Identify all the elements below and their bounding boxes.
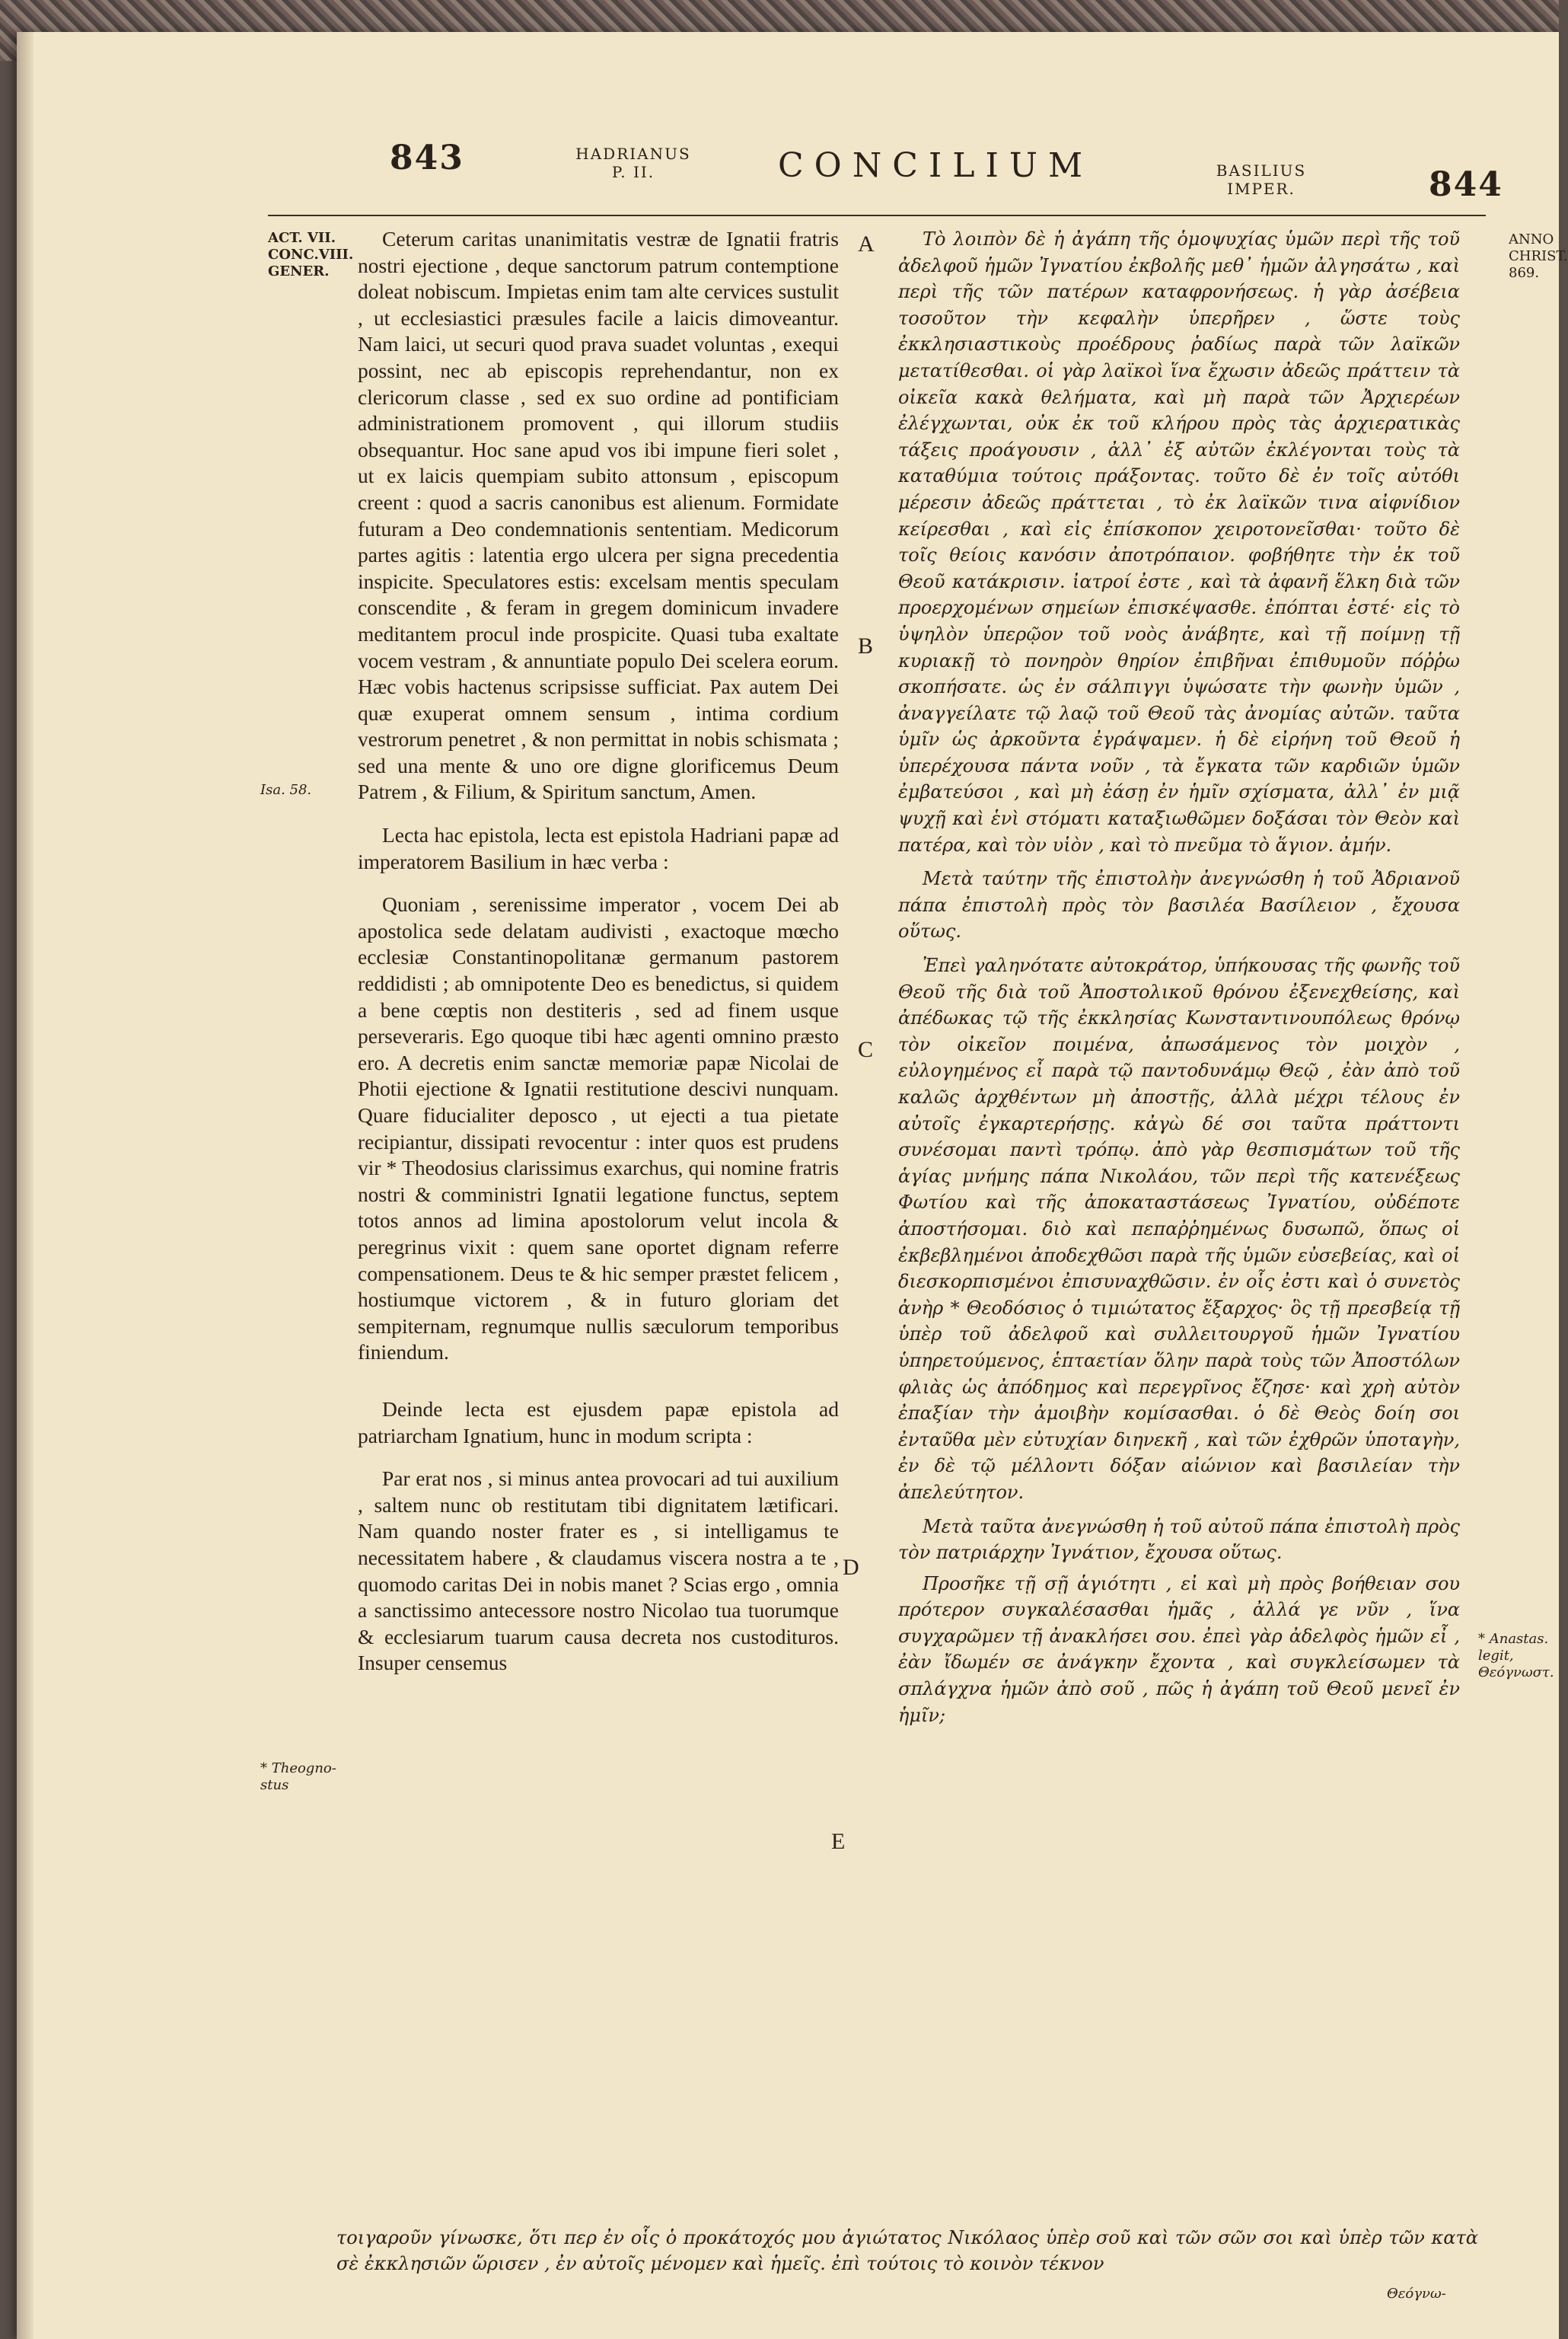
right-running-head: BASILIUS IMPER. <box>1216 161 1307 198</box>
isa-note: Isa. 58. <box>260 782 312 798</box>
section-letter-b: B <box>858 633 874 659</box>
anastasius-note: * Anastas. legit, Θεόγνωστ. <box>1478 1631 1554 1680</box>
greek-paragraph: Τὸ λοιπὸν δὲ ἡ ἀγάπη τῆς ὁμοψυχίας ὑμῶν περὶ τῆς τοῦ ἀδελφοῦ ἡμῶν Ἰγνατίου ἐκβολῆς μεθ᾽ ἡμῶν ἀλγησάτω , καὶ περὶ τῆς τῶν πατέρων καταφρονήσεως. ἡ γὰρ ἀσέβεια τοσοῦτον τὴν κεφαλὴν ὑπερῆρεν , ὥστε τοὺς ἐκκλησιαστικοὺς προέδρους ῥαδίως παρὰ τῶν λαϊκῶν μετατίθεσθαι. οἱ γὰρ λαϊκοὶ ἵνα ἔχωσιν ἀδεῶς πράττειν τὰ οἰκεῖα κακὰ θελήματα, καὶ μὴ παρὰ τῶν Ἀρχιερέων ἐλέγχωνται, οὐκ ἐκ τοῦ κλήρου πρὸς τὰς ἀρχιερατικὰς τάξεις προάγουσιν , ἀλλ᾽ ἐξ αὐτῶν ἐκλέγονται τοὺς τὰ καταθύμια τούτοις πράξοντας. τοῦτο δὲ ἐν τοῖς αὐτόθι μέρεσιν ἀδεῶς πράττεται , τὸ ἐκ λαϊκῶν τινα αἰφνίδιον κείρεσθαι , καὶ εἰς ἐπίσκοπον χειροτονεῖσθαι· τοῦτο δὲ τοῖς θείοις κανόσιν ἀποτρόπαιον. φοβήθητε τὴν ἐκ τοῦ Θεοῦ κατάκρισιν. ἰατροί ἐστε , καὶ τὰ ἀφανῆ ἕλκη διὰ τῶν προερχομένων σημείων ἐπισκέψασθε. ἐπόπται ἐστέ· εἰς τὸ ὑψηλὸν ὑπερῷον τοῦ νοὸς ἀνάβητε, καὶ τῇ ποίμνῃ τῇ κυριακῇ τὸ πονηρὸν θηρίον ἐπιβῆναι ἐπιθυμοῦν πόῤῥω σκοπήσατε. ὡς ἐν σάλπιγγι ὑψώσατε τὴν φωνὴν ὑμῶν , ἀναγγείλατε τῷ λαῷ τοῦ Θεοῦ τὰς ἀνομίας αὐτῶν. ταῦτα ὑμῖν ὡς ἀρκοῦντα ἐγράψαμεν. ἡ δὲ εἰρήνη τοῦ Θεοῦ ἡ ὑπερέχουσα πάντα νοῦν , τὰ ἔγκατα τῶν καρδιῶν ὑμῶν ἐμβατεύσοι , καὶ μὴ ἐάσῃ ἐν ἡμῖν σχίσματα, ἀλλ᾽ ἐν μιᾷ ψυχῇ καὶ ἑνὶ στόματι καταξιωθῶμεν δοξάσαι τὸν Θεὸν καὶ πατέρα, καὶ τὸν υἱὸν , καὶ τὸ πνεῦμα τὸ ἅγιον. ἀμήν. <box>898 228 1460 856</box>
latin-paragraph: Par erat nos , si minus antea provocari ad tui auxilium , saltem nunc ob restitutam tibi dignitatem lætificari. Nam quando noster frater es , si intelligamus te necessitatem habere , & claudamus viscera nostra a te , quomodo caritas Dei in nobis manet ? Scias ergo , omnia a sanctissimo antecessore nostro Nicolao tua tuorumque & ecclesiarum tuarum causa decreta nos custodituros. Insuper censemus <box>358 1466 839 1675</box>
greek-paragraph: Ἐπεὶ γαληνότατε αὐτοκράτορ, ὑπήκουσας τῆς φωνῆς τοῦ Θεοῦ τῆς διὰ τοῦ Ἀποστολικοῦ θρόνου ἐξενεχθείσης, καὶ ἀπέδωκας τῷ τῆς ἐκκλησίας Κωνσταντινουπόλεως θρόνῳ τὸν οἰκεῖον ποιμένα, ἀπωσάμενος τὸν μοιχὸν , εὐλογημένος εἶ παρὰ τῷ παντοδυνάμῳ Θεῷ , ἐὰν ἀπὸ τοῦ καλῶς ἀρχθέντων μὴ ἀποστῇς, ἀλλὰ μέχρι τέλους ἐν αὐτοῖς ἐγκαρτερήσῃς. κἀγὼ δέ σοι ταῦτα πράττοντι συνέσομαι παντὶ τρόπῳ. ἀπὸ γὰρ θεσπισμάτων τοῦ τῆς ἁγίας μνήμης πάπα Νικολάου, τῶν περὶ τῆς κατενέξεως Φωτίου καὶ τῆς ἀποκαταστάσεως Ἰγνατίου, οὐδέποτε ἀποστήσομαι. διὸ καὶ πεπαῤῥημένως δυσωπῶ, ὅπως οἱ ἐκβεβλημένοι ἀποδεχθῶσι παρὰ τῆς ὑμῶν εὐσεβείας, καὶ οἱ διεσκορπισμένοι ἐπισυναχθῶσιν. ἐν οἷς ἐστι καὶ ὁ συνετὸς ἀνὴρ * Θεοδόσιος ὁ τιμιώτατος ἔξαρχος· ὃς τῇ πρεσβείᾳ τῇ ὑπὲρ τοῦ ἀδελφοῦ καὶ συλλειτουργοῦ ἡμῶν Ἰγνατίου ὑπηρετούμενος, ἑπταετίαν ὅλην παρὰ τοὺς τῶν Ἀποστόλων φλιὰς ὡς ἀπόδημος καὶ περεγρῖνος ἔζησε· καὶ χρὴ αὐτὸν ἐπαξίαν τὴν ἀμοιβὴν κομίσασθαι. ὁ δὲ Θεὸς δοίη σοι ἐνταῦθα μὲν εὐτυχίαν διηνεκῆ , καὶ τῶν ἐχθρῶν ὑποταγὴν, ἐν δὲ τῷ μέλλοντι δόξαν αἰώνιον καὶ βασιλείαν τὴν ἀπελεύτητον. <box>898 955 1460 1503</box>
latin-column <box>358 226 839 1677</box>
section-letter-c: C <box>858 1037 874 1062</box>
greek-column <box>898 226 1460 1728</box>
section-letter-a: A <box>858 231 875 257</box>
greek-paragraph: Μετὰ ταῦτα ἀνεγνώσθη ἡ τοῦ αὐτοῦ πάπα ἐπιστολὴ πρὸς τὸν πατριάρχην Ἰγνάτιον, ἔχουσα οὕτως. <box>898 1515 1460 1564</box>
left-page-number: 843 <box>390 139 464 177</box>
anno-christi-note: ANNO CHRIST. 869. <box>1509 231 1568 281</box>
bottom-greek-text: τοιγαροῦν γίνωσκε, ὅτι περ ἐν οἷς ὁ προκάτοχός μου ἁγιώτατος Νικόλαος ὑπὲρ σοῦ καὶ τῶν σῶν σοι καὶ ὑπὲρ τῶν κατὰ σὲ ἐκκλησιῶν ὥρισεν , ἐν αὐτοῖς μένομεν καὶ ἡμεῖς. ἐπὶ τούτοις τὸ κοινὸν τέκνον <box>336 2227 1478 2274</box>
latin-paragraph: Quoniam , serenissime imperator , vocem Dei ab apostolica sede delatam audivisti , exactoque mœcho ecclesiæ Constantinopolitanæ germanum pastorem reddidisti ; ab omnipotente Deo es benedictus, si quidem a bene cœptis non destiteris , sed ad finem usque perseveraris. Ego quoque tibi hæc agenti omnino præsto ero. A decretis enim sanctæ memoriæ papæ Nicolai de Photii ejectione & Ignatii restitutione descivi nunquam. Quare fiducialiter deposco , ut ejecti a tua pietate recipiantur, dissipati revocentur : inter quos est prudens vir * Theodosius clarissimus exarchus, qui nomine fratris nostri & comministri Ignatii legatione functus, septem totos annos ad limina apostolorum velut incola & peregrinus vixit : quem sane oportet dignam referre compensationem. Deus te & hic semper præstet felicem , hostiumque victorem , & in futuro gloriam det sempiternam, regnumque nullis sæculorum temporibus finiendum. <box>358 892 839 1364</box>
catchword: Θεόγνω- <box>1387 2286 1446 2302</box>
header-rule <box>268 215 1486 216</box>
right-page-number: 844 <box>1429 165 1503 204</box>
theognostus-note: * Theogno- stus <box>260 1760 336 1793</box>
latin-paragraph: Lecta hac epistola, lecta est epistola Hadriani papæ ad imperatorem Basilium in hæc verba : <box>358 823 839 873</box>
section-letter-e: E <box>831 1829 846 1854</box>
latin-paragraph: Ceterum caritas unanimitatis vestræ de Ignatii fratris nostri ejectione , deque sanctorum patrum contemptione doleat nobiscum. Impietas enim tam alte cervices sustulit , ut ecclesiastici præsules facile a laicis dimoveantur. Nam laici, ut securi quod prava suadet voluntas , exequi possint, nec ab episcopis reprehendantur, non ex clericorum classe , sed ex suo ordine ad pontificiam administrationem promovent , qui illorum studiis obsequantur. Hoc sane apud vos ibi impune fieri solet , ut ex laicis quempiam subito attonsum , episcopum creent : quod a sacris canonibus est alienum. Formidate futuram a Deo condemnationis sententiam. Medicorum partes agitis : latentia ergo ulcera per signa precedentia inspicite. Speculatores estis: excelsam mentis speculam conscendite , & feram in gregem dominicum invadere meditantem procul inde prospicite. Quasi tuba exaltate vocem vestram , & annuntiate populo Dei scelera eorum. Hæc vobis hactenus scripsisse sufficiat. Pax autem Dei quæ exuperat omnem sensum , intima cordium vestrorum penetret , & non permittat in nobis schismata ; sed una mente & uno ore digne glorificemus Deum Patrem , & Filium, & Spiritum sanctum, Amen. <box>358 227 839 804</box>
page-edge <box>17 32 33 2339</box>
section-letter-d: D <box>843 1555 859 1580</box>
book-page <box>17 32 1568 2339</box>
act-note: ACT. VII. CONC.VIII. GENER. <box>268 230 354 279</box>
greek-paragraph: Μετὰ ταύτην τῆς ἐπιστολὴν ἀνεγνώσθη ἡ τοῦ Ἀδριανοῦ πάπα ἐπιστολὴ πρὸς τὸν βασιλέα Βασίλειον , ἔχουσα οὕτως. <box>898 868 1460 943</box>
greek-paragraph: Προσῆκε τῇ σῇ ἁγιότητι , εἰ καὶ μὴ πρὸς βοήθειαν σου πρότερον συγκαλέσασθαι ἡμᾶς , ἀλλά γε νῦν , ἵνα συγχαρῶμεν τῇ ἀνακλήσει σου. ἐπεὶ γὰρ ἀδελφὸς ἡμῶν εἶ , ἐὰν ἴδωμέν σε ἀνάγκην ἔχοντα , καὶ συγκλείσωμεν τὰ σπλάγχνα ἡμῶν ἀπὸ σοῦ , πῶς ἡ ἀγάπη τοῦ Θεοῦ μενεῖ ἐν ἡμῖν; <box>898 1572 1460 1726</box>
page-title: CONCILIUM <box>778 146 1094 185</box>
left-running-head: HADRIANUS P. II. <box>575 145 691 181</box>
latin-paragraph: Deinde lecta est ejusdem papæ epistola ad patriarcham Ignatium, hunc in modum scripta : <box>358 1396 839 1447</box>
